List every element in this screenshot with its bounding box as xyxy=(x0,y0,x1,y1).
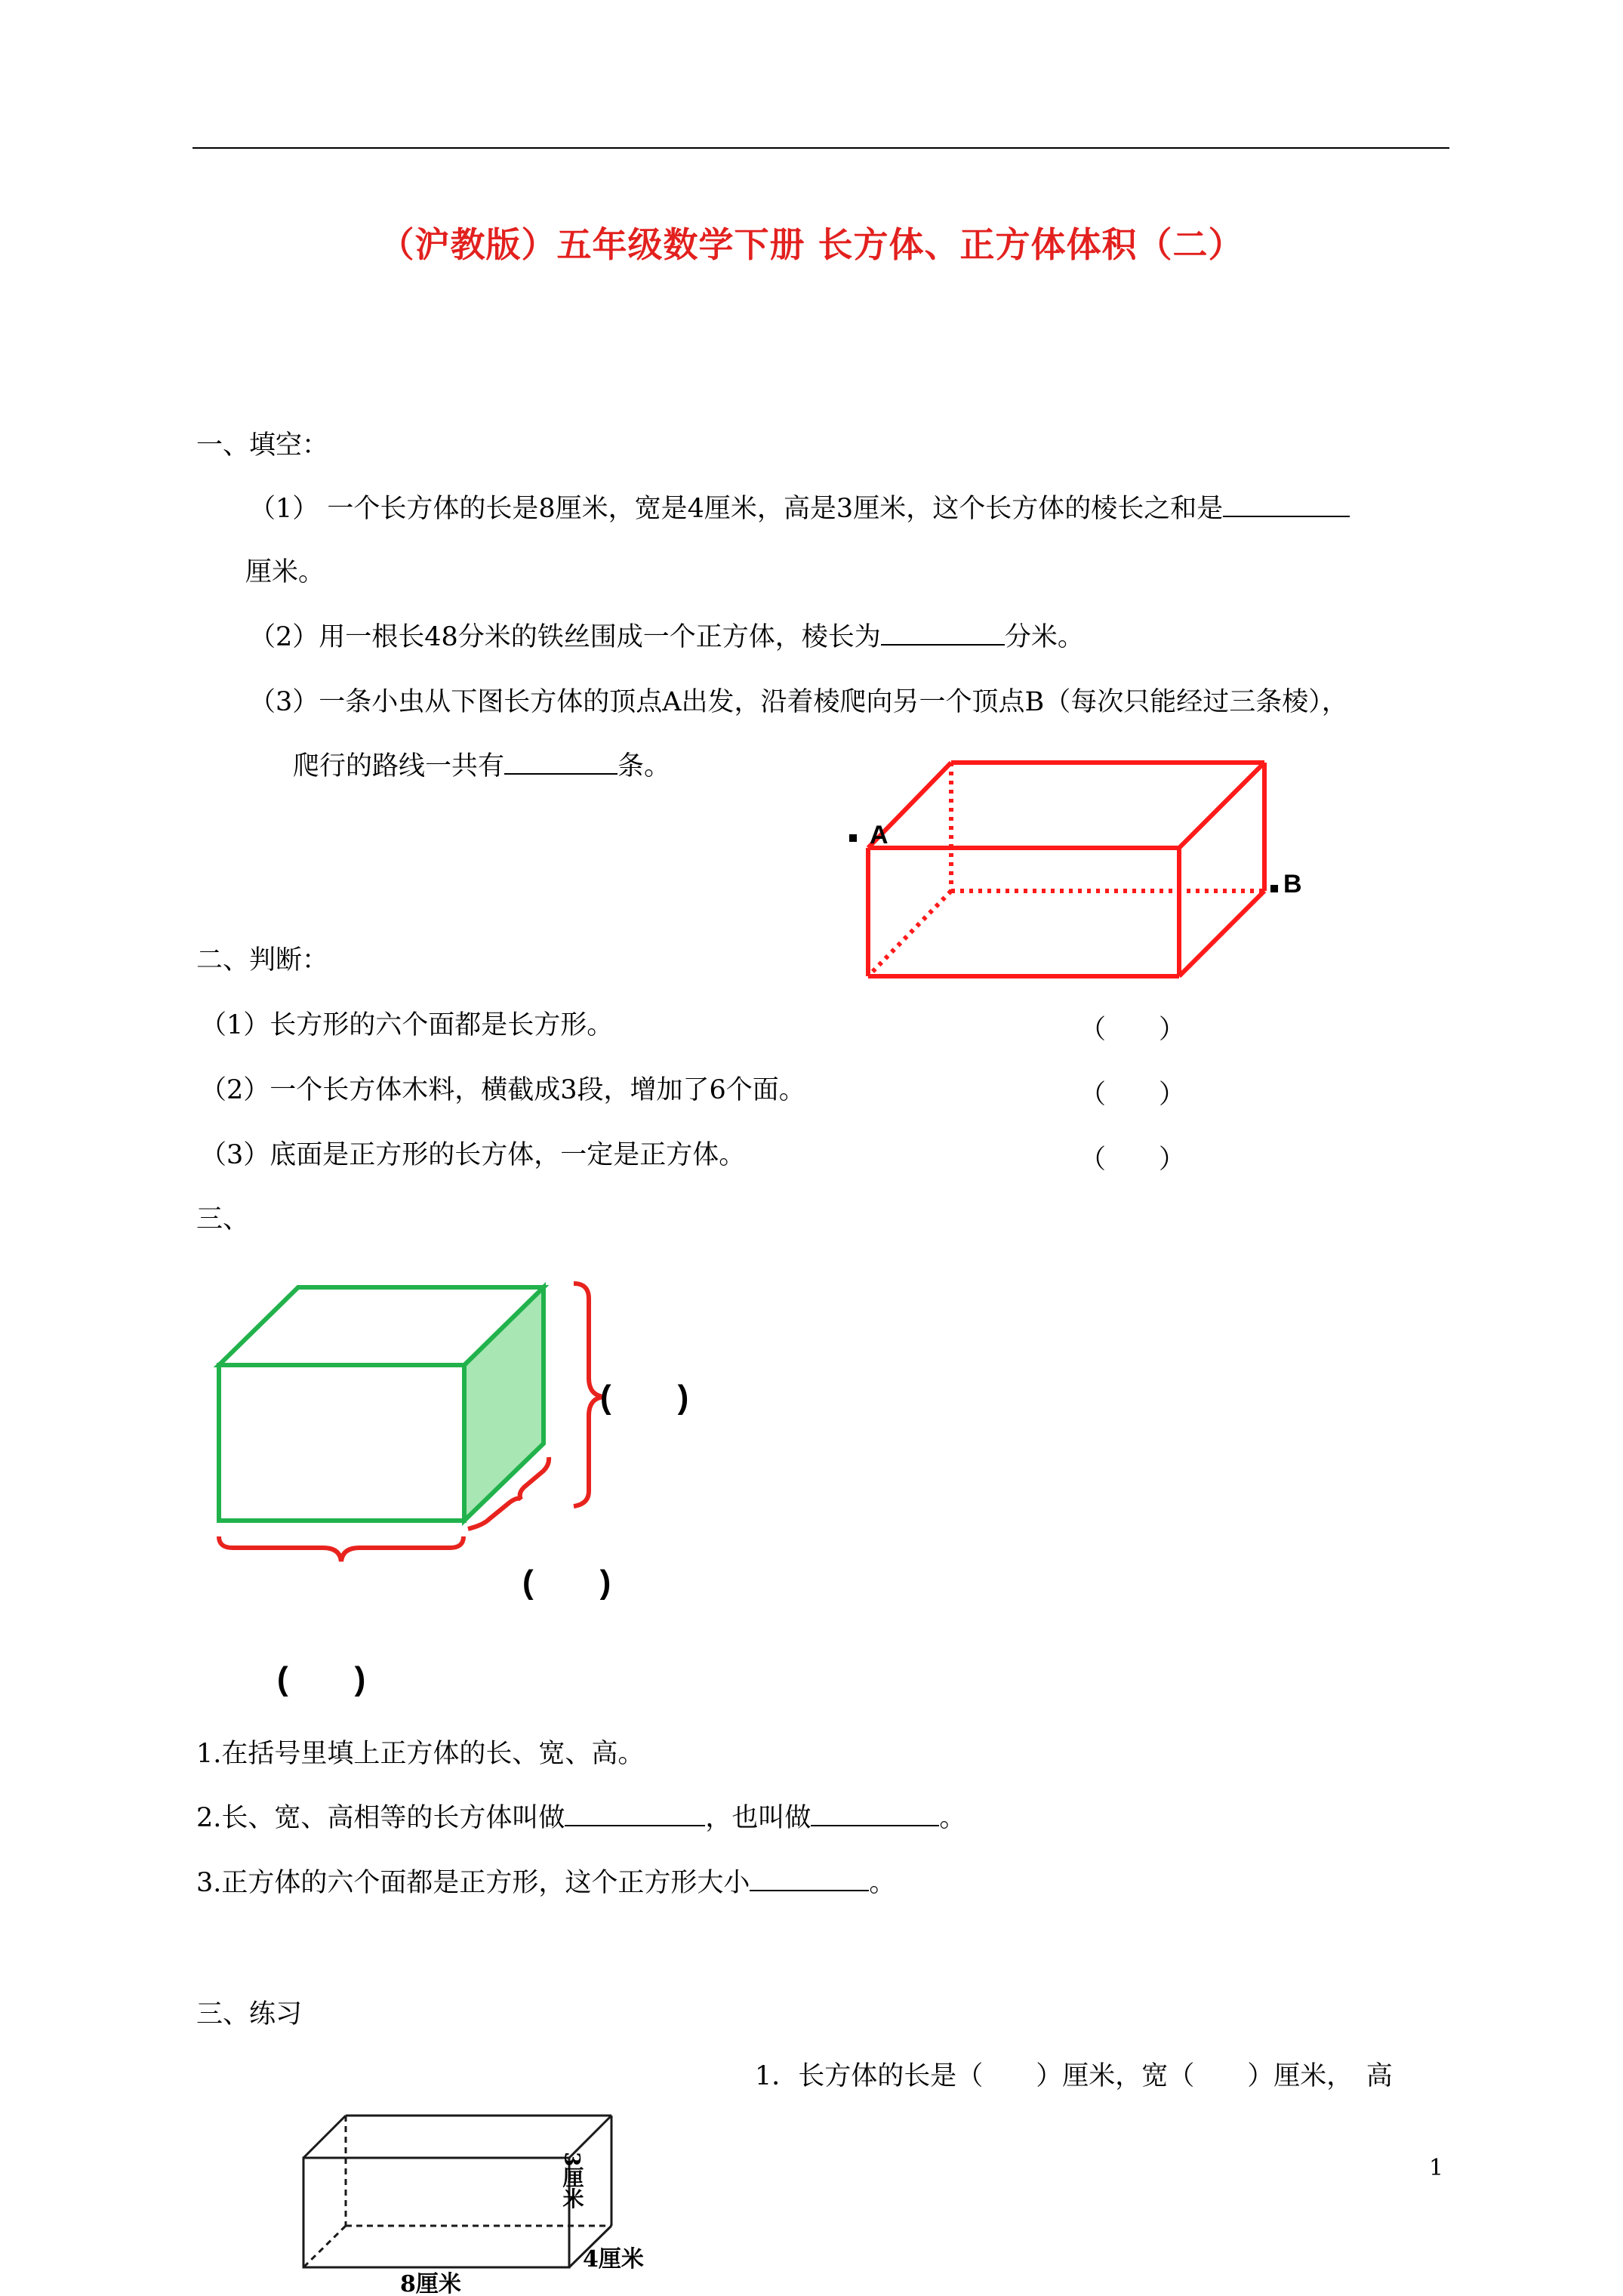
black-cuboid-figure xyxy=(294,2106,687,2295)
length-brace xyxy=(219,1536,463,1561)
question-1-1-text: （1） 一个长方体的长是8厘米，宽是4厘米，高是3厘米，这个长方体的棱长之和是 xyxy=(249,494,1224,524)
judge-item-2: （2）一个长方体木料，横截成3段，增加了6个面。 xyxy=(200,1075,805,1105)
question-1-1 xyxy=(249,492,1350,525)
question-1-3: （3）一条小虫从下图长方体的顶点A出发，沿着棱爬向另一个顶点B（每次只能经过三条棱）， xyxy=(249,687,1348,717)
box-length-label: 8厘米 xyxy=(400,2271,461,2296)
judge-item-3: （3）底面是正方形的长方体，一定是正方体。 xyxy=(200,1140,746,1170)
vertex-a-dot xyxy=(849,834,857,842)
practice-question-1: 1．长方体的长是（ ）厘米，宽（ ）厘米， 高 xyxy=(755,2061,1393,2091)
answer-blank[interactable] xyxy=(750,1867,869,1891)
question-1-2-suffix: 分米。 xyxy=(1004,622,1084,652)
answer-blank[interactable] xyxy=(565,1802,705,1826)
height-brace xyxy=(574,1284,604,1506)
section1-heading: 一、填空： xyxy=(196,430,329,461)
question-1-3-prefix: 爬行的路线一共有 xyxy=(293,751,505,781)
red-cuboid-figure xyxy=(845,751,1329,993)
box-front-face xyxy=(303,2158,569,2267)
height-answer: ( ) xyxy=(600,1379,689,1416)
box-width-label: 4厘米 xyxy=(583,2246,644,2273)
cube-front-face xyxy=(219,1365,464,1521)
section3-q2-suffix: 。 xyxy=(939,1803,966,1833)
answer-blank[interactable] xyxy=(504,750,617,775)
answer-blank[interactable] xyxy=(881,621,1005,646)
section3-heading: 三、 xyxy=(196,1204,250,1234)
green-cube-figure xyxy=(211,1276,785,1714)
section3-q3-suffix: 。 xyxy=(869,1868,896,1898)
cuboid-edge xyxy=(1179,763,1264,848)
cuboid-edge xyxy=(1179,891,1264,976)
judge-answer-2[interactable]: （ ） xyxy=(1079,1080,1186,1110)
section3-question-1: 1.在括号里填上正方体的长、宽、高。 xyxy=(196,1739,645,1769)
question-1-3-suffix: 条。 xyxy=(617,751,671,781)
judge-item-1: （1）长方形的六个面都是长方形。 xyxy=(200,1010,614,1040)
section3-q3-prefix: 3.正方体的六个面都是正方形，这个正方形大小 xyxy=(196,1868,750,1898)
vertex-b-label: B xyxy=(1283,870,1302,898)
answer-blank[interactable] xyxy=(811,1802,939,1826)
section3-q2-prefix: 2.长、宽、高相等的长方体叫做 xyxy=(196,1803,565,1833)
section3-question-2 xyxy=(196,1801,965,1835)
answer-blank[interactable] xyxy=(1223,493,1350,517)
box-edge xyxy=(303,2116,346,2158)
page-title: （沪教版）五年级数学下册 长方体、正方体体积（二） xyxy=(379,224,1244,265)
hidden-edge xyxy=(868,891,951,976)
length-answer: ( ) xyxy=(277,1660,366,1697)
width-answer: ( ) xyxy=(522,1564,611,1601)
section4-heading: 三、练习 xyxy=(196,1999,303,2029)
question-1-3-cont xyxy=(293,750,670,783)
box-height-label: 3厘米 xyxy=(559,2152,585,2209)
page-number: 1 xyxy=(1429,2155,1444,2181)
vertex-a-label: A xyxy=(870,821,888,849)
question-1-2-prefix: （2）用一根长48分米的铁丝围成一个正方体，棱长为 xyxy=(249,622,881,652)
vertex-b-dot xyxy=(1270,885,1278,892)
judge-answer-3[interactable]: （ ） xyxy=(1079,1145,1186,1175)
question-1-2 xyxy=(249,621,1084,654)
judge-answer-1[interactable]: （ ） xyxy=(1079,1015,1186,1045)
section3-q2-mid: ，也叫做 xyxy=(705,1803,812,1833)
header-rule xyxy=(192,147,1449,149)
section2-heading: 二、判断： xyxy=(196,945,329,975)
section3-question-3 xyxy=(196,1866,895,1900)
question-1-1-cont: 厘米。 xyxy=(245,557,325,587)
box-hidden-edge xyxy=(303,2226,346,2267)
